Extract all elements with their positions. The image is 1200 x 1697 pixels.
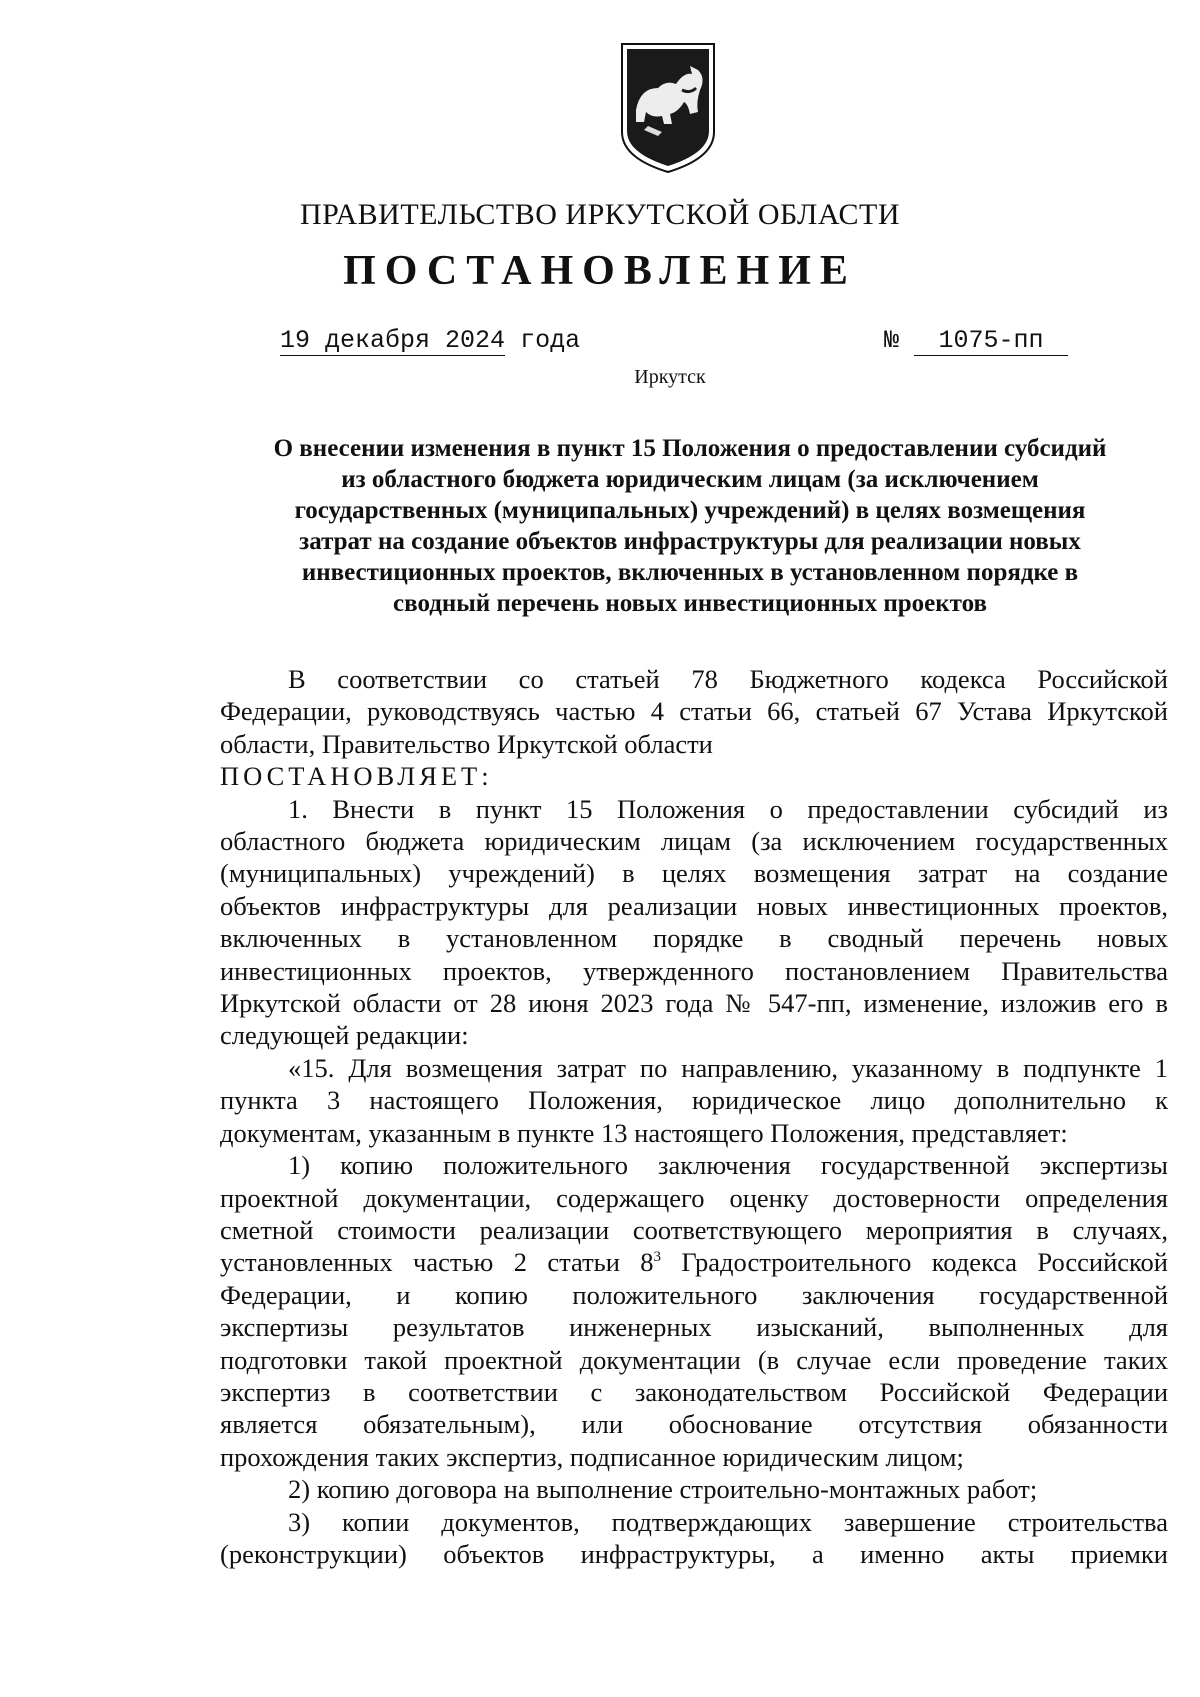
sub1-line: экспертизы результатов инженерных изысканий, выполненных для (220, 1312, 1168, 1343)
preamble-line: области, Правительство Иркутской области (220, 728, 713, 759)
title-line: сводный перечень новых инвестиционных проектов (393, 590, 987, 617)
sub1-line: экспертиз в соответствии с законодательством Российской Федерации (220, 1376, 1168, 1407)
item1-line: инвестиционных проектов, утвержденного постановлением Правительства (220, 955, 1168, 986)
sub1-line: 1) копию положительного заключения государственной экспертизы (288, 1150, 1168, 1181)
sub1-line: прохождения таких экспертиз, подписанное юридическим лицом; (220, 1441, 964, 1472)
title-line: инвестиционных проектов, включенных в установленном порядке в (301, 559, 1079, 586)
sub1-line: является обязательным), или обоснование отсутствия обязанности (220, 1409, 1168, 1440)
preamble-line: Федерации, руководствуясь частью 4 статьи 66, статьей 67 Устава Иркутской (220, 696, 1168, 727)
p15-line: документам, указанным в пункте 13 настоящего Положения, представляет: (220, 1117, 1068, 1148)
item1-line: 1. Внести в пункт 15 Положения о предоставлении субсидий из (288, 793, 1168, 824)
document-type: ПОСТАНОВЛЕНИЕ (343, 248, 857, 294)
number-sign: № (884, 326, 900, 355)
p15-line: «15. Для возмещения затрат по направлению, указанному в подпункте 1 (288, 1052, 1168, 1083)
sub1-line: подготовки такой проектной документации (в случае если проведение таких (220, 1344, 1168, 1375)
number-value: 1075-пп (914, 326, 1068, 356)
item1-line: включенных в установленном порядке в сводный перечень новых (220, 923, 1168, 954)
sub1-line: сметной стоимости реализации соответствующего мероприятия в случаях, (220, 1214, 1168, 1245)
document-date (280, 326, 580, 355)
item1-line: объектов инфраструктуры для реализации новых инвестиционных проектов, (220, 890, 1168, 921)
document-title (210, 433, 1170, 619)
title-line: из областного бюджета юридическим лицам (за исключением (341, 466, 1039, 493)
title-line: государственных (муниципальных) учреждений) в целях возмещения (294, 497, 1086, 524)
sub3-line: (реконструкции) объектов инфраструктуры, а именно акты приемки (220, 1538, 1168, 1569)
item1-line: (муниципальных) учреждений) в целях возмещения затрат на создание (220, 858, 1168, 889)
item1-line: Иркутской области от 28 июня 2023 года № 547-пп, изменение, изложив его в (220, 988, 1168, 1019)
sub2-line: 2) копию договора на выполнение строительно-монтажных работ; (288, 1474, 1038, 1505)
preamble-line: В соответствии со статьей 78 Бюджетного кодекса Российской (288, 664, 1168, 694)
sub1-line: проектной документации, содержащего оценку достоверности определения (220, 1182, 1168, 1213)
item1-line: следующей редакции: (220, 1020, 469, 1051)
coat-of-arms-emblem (618, 40, 718, 176)
article-superscript: 3 (653, 1249, 662, 1266)
sub1-text-post: Градостроительного кодекса Российской (661, 1247, 1168, 1278)
date-value: 19 декабря 2024 (280, 326, 506, 355)
sub3-line: 3) копии документов, подтверждающих завершение строительства (288, 1506, 1168, 1537)
sub1-line-with-superscript (220, 1246, 1168, 1278)
resolves-heading: ПОСТАНОВЛЯЕТ: (220, 761, 493, 792)
item1-line: областного бюджета юридическим лицам (за исключением государственных (220, 826, 1168, 857)
sub1-text-pre: установленных частью 2 статьи 8 (220, 1247, 654, 1278)
document-number (884, 326, 1068, 356)
government-name: ПРАВИТЕЛЬСТВО ИРКУТСКОЙ ОБЛАСТИ (299, 198, 901, 231)
date-suffix: года (520, 326, 581, 355)
document-body (220, 663, 1168, 1570)
title-line: затрат на создание объектов инфраструктуры для реализации новых (299, 528, 1081, 555)
title-line: О внесении изменения в пункт 15 Положения о предоставлении субсидий (273, 435, 1107, 462)
city: Иркутск (634, 366, 706, 388)
p15-line: пункта 3 настоящего Положения, юридическое лицо дополнительно к (220, 1085, 1168, 1116)
sub1-line: Федерации, и копию положительного заключения государственной (220, 1279, 1168, 1310)
